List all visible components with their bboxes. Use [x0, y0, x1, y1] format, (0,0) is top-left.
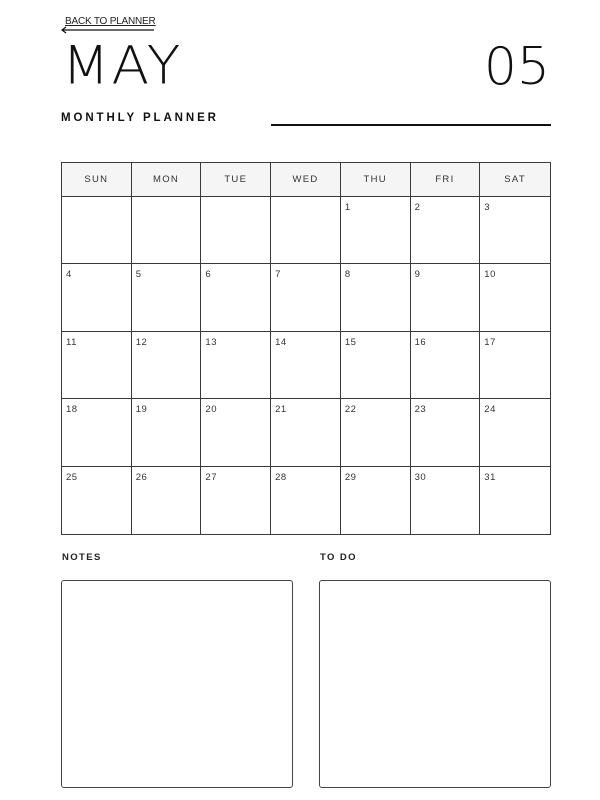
calendar-day-cell[interactable]	[62, 467, 132, 534]
calendar-day-cell[interactable]	[201, 399, 271, 466]
weekday-header-thu: THU	[341, 163, 411, 197]
calendar-day-cell[interactable]	[201, 332, 271, 399]
day-number: 8	[344, 269, 351, 281]
day-number: 29	[344, 471, 357, 483]
day-number: 13	[205, 336, 217, 348]
calendar-day-cell[interactable]	[62, 332, 132, 399]
day-number: 1	[344, 202, 351, 213]
day-number: 3	[484, 202, 491, 213]
notes-box[interactable]	[61, 580, 293, 788]
calendar-day-cell[interactable]	[411, 399, 481, 466]
calendar-day-cell[interactable]	[132, 332, 202, 399]
day-number: 18	[66, 404, 78, 416]
day-number: 7	[275, 269, 281, 281]
notes-label: NOTES	[62, 552, 102, 563]
day-number: 6	[205, 269, 212, 281]
day-number: 10	[484, 269, 496, 281]
calendar-day-cell[interactable]	[341, 264, 411, 331]
day-number: 16	[414, 336, 427, 348]
calendar-day-cell[interactable]	[271, 399, 341, 466]
calendar-day-cell[interactable]	[201, 197, 271, 264]
weekday-header-fri: FRI	[411, 163, 481, 197]
day-number: 21	[275, 404, 287, 416]
calendar-day-cell[interactable]	[62, 399, 132, 466]
calendar-day-cell[interactable]	[132, 467, 202, 534]
title-divider	[271, 124, 551, 126]
calendar-day-cell[interactable]	[271, 264, 341, 331]
day-number: 26	[135, 471, 148, 483]
weekday-header-sat: SAT	[480, 163, 550, 197]
day-number: 15	[344, 336, 357, 348]
back-to-planner-label: BACK TO PLANNER	[65, 16, 156, 27]
calendar-day-cell[interactable]	[480, 467, 550, 534]
calendar-day-cell[interactable]	[132, 264, 202, 331]
day-number: 27	[205, 471, 217, 483]
calendar-day-cell[interactable]	[411, 197, 481, 264]
calendar-day-cell[interactable]	[341, 197, 411, 264]
calendar-day-cell[interactable]	[480, 399, 550, 466]
todo-box[interactable]	[319, 580, 551, 788]
calendar-day-cell[interactable]	[201, 264, 271, 331]
calendar-day-cell[interactable]	[411, 467, 481, 534]
calendar-day-cell[interactable]	[341, 332, 411, 399]
day-number: 4	[66, 269, 72, 281]
calendar-day-cell[interactable]	[411, 264, 481, 331]
day-number: 12	[135, 336, 148, 348]
left-arrow-icon	[60, 26, 156, 34]
calendar-day-cell[interactable]	[341, 467, 411, 534]
day-number: 2	[414, 202, 421, 213]
day-number: 22	[344, 404, 357, 416]
todo-label: TO DO	[320, 552, 357, 563]
month-name: MAY	[62, 35, 183, 96]
calendar-day-cell[interactable]	[62, 197, 132, 264]
weekday-header-mon: MON	[132, 163, 202, 197]
calendar-day-cell[interactable]	[132, 399, 202, 466]
day-number: 20	[205, 404, 217, 416]
calendar-day-cell[interactable]	[201, 467, 271, 534]
day-number: 9	[414, 269, 421, 281]
day-number: 25	[66, 471, 78, 483]
day-number: 19	[135, 404, 148, 416]
day-number: 11	[66, 336, 77, 348]
calendar-day-cell[interactable]	[62, 264, 132, 331]
weekday-header-wed: WED	[271, 163, 341, 197]
calendar-grid	[61, 162, 551, 535]
calendar-day-cell[interactable]	[411, 332, 481, 399]
day-number: 28	[275, 471, 287, 483]
month-number: 05	[483, 37, 550, 97]
calendar-day-cell[interactable]	[271, 332, 341, 399]
day-number: 5	[135, 269, 142, 281]
weekday-header-tue: TUE	[201, 163, 271, 197]
day-number: 23	[414, 404, 427, 416]
day-number: 31	[484, 471, 496, 483]
calendar-day-cell[interactable]	[132, 197, 202, 264]
calendar-day-cell[interactable]	[271, 197, 341, 264]
calendar-day-cell[interactable]	[480, 264, 550, 331]
day-number: 17	[484, 336, 496, 348]
day-number: 24	[484, 404, 496, 416]
day-number: 14	[275, 336, 287, 348]
calendar-day-cell[interactable]	[480, 197, 550, 264]
calendar-day-cell[interactable]	[480, 332, 550, 399]
calendar-day-cell[interactable]	[271, 467, 341, 534]
planner-title: MONTHLY PLANNER	[61, 112, 219, 124]
back-to-planner-link[interactable]	[60, 15, 156, 37]
day-number: 30	[414, 471, 427, 483]
weekday-header-sun: SUN	[62, 163, 132, 197]
calendar-day-cell[interactable]	[341, 399, 411, 466]
